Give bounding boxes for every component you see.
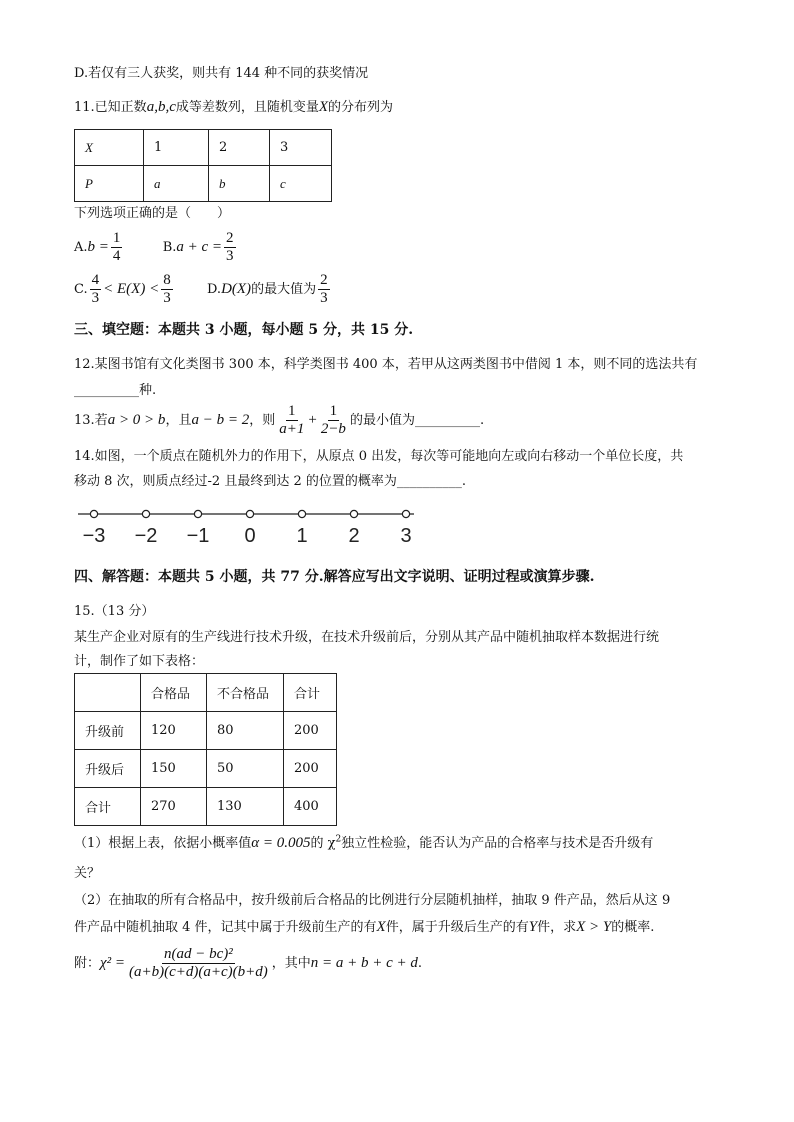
table-row — [75, 750, 337, 788]
table-cell: 2 — [209, 130, 270, 166]
frac-den: 3 — [320, 289, 328, 306]
q15-p2-a: 件产品中随机抽取 4 件，记其中属于升级前生产的有 — [74, 920, 377, 935]
q10-option-d: D.若仅有三人获奖，则共有 144 种不同的获奖情况 — [74, 66, 369, 81]
q15-intro-line2: 计，制作了如下表格： — [74, 654, 205, 669]
number-line-label: −3 — [82, 525, 106, 546]
q15-part1-line1 — [74, 834, 653, 852]
frac-den: a+1 — [279, 420, 305, 437]
number-line-label: −2 — [134, 525, 158, 546]
table-cell: c — [270, 166, 332, 202]
q11-stem-mid: 成等差数列，且随机变量 — [175, 100, 319, 115]
table-cell: a — [144, 166, 209, 202]
q11-opt-a-label: A. — [74, 239, 88, 255]
q15-appendix-mid: ，其中 — [271, 955, 311, 971]
frac-den: 3 — [226, 247, 234, 264]
q15-p2-x: X — [376, 919, 386, 935]
q15-appendix-label: 附： — [74, 955, 101, 971]
q11-stem — [74, 98, 393, 116]
q13-frac-1 — [277, 403, 306, 438]
number-line-label: 3 — [400, 525, 412, 546]
number-line-point — [402, 510, 409, 517]
q15-p1-sup: 2 — [335, 834, 342, 845]
q12-line2: __________种. — [74, 383, 157, 398]
q15-p2-cond: X > Y — [576, 919, 612, 935]
q11-opt-d-label: D. — [206, 281, 222, 297]
frac-den: (a+b)(c+d)(a+c)(b+d) — [128, 963, 268, 980]
number-line-ticks — [83, 510, 412, 546]
q13-cond2: a − b = 2 — [191, 411, 250, 428]
q15-n-def: n = a + b + c + d — [310, 954, 418, 971]
table-header-cell: 合格品 — [141, 674, 207, 712]
q11-opt-d-frac — [318, 272, 330, 307]
q15-p2-d: 的概率. — [611, 920, 655, 935]
table-cell: 120 — [141, 712, 207, 750]
q11-opt-c-label: C. — [74, 281, 88, 297]
table-cell: X — [75, 130, 144, 166]
number-line-point — [90, 510, 97, 517]
q11-opt-c-left-frac — [90, 272, 102, 307]
table-cell: b — [209, 166, 270, 202]
frac-num: 1 — [112, 230, 121, 246]
table-cell: 50 — [207, 750, 284, 788]
q11-opt-b-label: B. — [162, 239, 177, 255]
frac-num: 4 — [91, 272, 100, 288]
q13-mid: ，且 — [165, 412, 192, 428]
q11-opt-b-lhs: a + c = — [176, 238, 223, 255]
frac-num: 2 — [320, 272, 328, 288]
q15-appendix — [74, 946, 422, 981]
q13-then: ，则 — [249, 412, 276, 428]
q15-p2-y: Y — [528, 919, 538, 935]
q11-opt-d-expr: D(X) — [221, 280, 252, 297]
table-row — [75, 712, 337, 750]
number-line-point — [142, 510, 149, 517]
q13-prefix: 13.若 — [74, 412, 108, 428]
q11-options-cd — [74, 272, 332, 307]
table-cell: 3 — [270, 130, 332, 166]
q15-p1-alpha: α = 0.005 — [251, 835, 311, 851]
q15-part2-line1: （2）在抽取的所有合格品中，按升级前后合格品的比例进行分层随机抽样，抽取 9 件产品，然后从这 9 — [74, 893, 671, 908]
section-3-heading: 三、填空题：本题共 3 小题，每小题 5 分，共 15 分. — [74, 322, 414, 338]
q15-header: 15.（13 分） — [74, 604, 155, 619]
number-line-label: 1 — [296, 525, 308, 546]
q11-opt-b-frac — [224, 230, 236, 265]
q11-opt-c-mid: < E(X) < — [103, 280, 160, 297]
table-cell: 升级后 — [75, 750, 141, 788]
frac-num: n(ad − bc)² — [163, 946, 233, 962]
table-cell: P — [75, 166, 144, 202]
q15-part2-line2 — [74, 918, 654, 936]
number-line-point — [350, 510, 357, 517]
table-header-cell — [75, 674, 141, 712]
q15-intro-line1: 某生产企业对原有的生产线进行技术升级，在技术升级前后，分别从其产品中随机抽取样本数据进行统 — [74, 630, 660, 645]
q11-stem-x: X — [318, 99, 329, 115]
table-header-row — [75, 674, 337, 712]
q15-p2-c: 件，求 — [537, 920, 577, 935]
q15-p1-suffix: 独立性检验，能否认为产品的合格率与技术是否升级有 — [341, 836, 654, 851]
table-header-cell: 合计 — [284, 674, 337, 712]
frac-num: 1 — [329, 403, 338, 419]
q15-p1-chi: 的 χ — [310, 836, 336, 851]
number-line-point — [246, 510, 253, 517]
q15-contingency-table — [74, 673, 337, 826]
frac-num: 1 — [288, 403, 296, 419]
table-row — [75, 130, 332, 166]
table-cell: 270 — [141, 788, 207, 826]
q11-options-ab — [74, 230, 238, 265]
q13-frac-2 — [319, 403, 348, 438]
q11-opt-c-right-frac — [161, 272, 173, 307]
frac-den: 3 — [91, 289, 100, 306]
frac-num: 8 — [163, 272, 171, 288]
number-line-label: 0 — [244, 525, 256, 546]
number-line-point — [194, 510, 201, 517]
table-cell: 150 — [141, 750, 207, 788]
table-row — [75, 166, 332, 202]
table-cell: 升级前 — [75, 712, 141, 750]
frac-den: 3 — [163, 289, 171, 306]
table-cell: 200 — [284, 712, 337, 750]
table-cell: 130 — [207, 788, 284, 826]
q11-opt-a-frac — [111, 230, 123, 265]
table-header-cell: 不合格品 — [207, 674, 284, 712]
q12-line1: 12.某图书馆有文化类图书 300 本，科学类图书 400 本，若甲从这两类图书中借阅 1 本，则不同的选法共有 — [74, 357, 698, 372]
frac-den: 2−b — [320, 420, 346, 437]
q13-line — [74, 403, 484, 438]
q15-p1-prefix: （1）根据上表，依据小概率值 — [74, 836, 252, 851]
q14-line2: 移动 8 次，则质点经过-2 且最终到达 2 的位置的概率为__________. — [74, 474, 466, 489]
q13-cond1: a > 0 > b — [107, 411, 166, 428]
q11-opt-d-text: 的最大值为 — [251, 281, 317, 297]
number-line-label: 2 — [348, 525, 360, 546]
q15-chi-lhs: χ² = — [100, 954, 125, 971]
q11-stem-vars: a,b,c — [146, 99, 176, 115]
q14-line1: 14.如图，一个质点在随机外力的作用下，从原点 0 出发，每次等可能地向左或向右移动一个单位长度，共 — [74, 449, 684, 464]
number-line-point — [298, 510, 305, 517]
frac-num: 2 — [226, 230, 234, 246]
q13-plus: + — [308, 411, 317, 428]
table-cell: 1 — [144, 130, 209, 166]
q11-stem-prefix: 11.已知正数 — [74, 100, 147, 115]
section-4-heading: 四、解答题：本题共 5 小题，共 77 分.解答应写出文字说明、证明过程或演算步骤. — [74, 569, 595, 585]
number-line-figure — [78, 500, 418, 546]
table-cell: 80 — [207, 712, 284, 750]
q11-distribution-table — [74, 129, 332, 202]
q15-p2-b: 件，属于升级后生产的有 — [385, 920, 529, 935]
frac-den: 4 — [112, 247, 121, 264]
table-cell: 200 — [284, 750, 337, 788]
table-row — [75, 788, 337, 826]
number-line-label: −1 — [186, 525, 210, 546]
q11-stem-suffix: 的分布列为 — [328, 100, 394, 115]
q15-part1-line2: 关？ — [74, 866, 101, 881]
q11-prompt: 下列选项正确的是（ ） — [74, 206, 231, 221]
q15-appendix-end: . — [417, 955, 423, 971]
table-cell: 合计 — [75, 788, 141, 826]
table-cell: 400 — [284, 788, 337, 826]
q15-chi-frac — [127, 946, 270, 981]
q11-opt-a-lhs: b = — [87, 238, 109, 255]
q13-suffix: 的最小值为__________. — [349, 412, 485, 428]
